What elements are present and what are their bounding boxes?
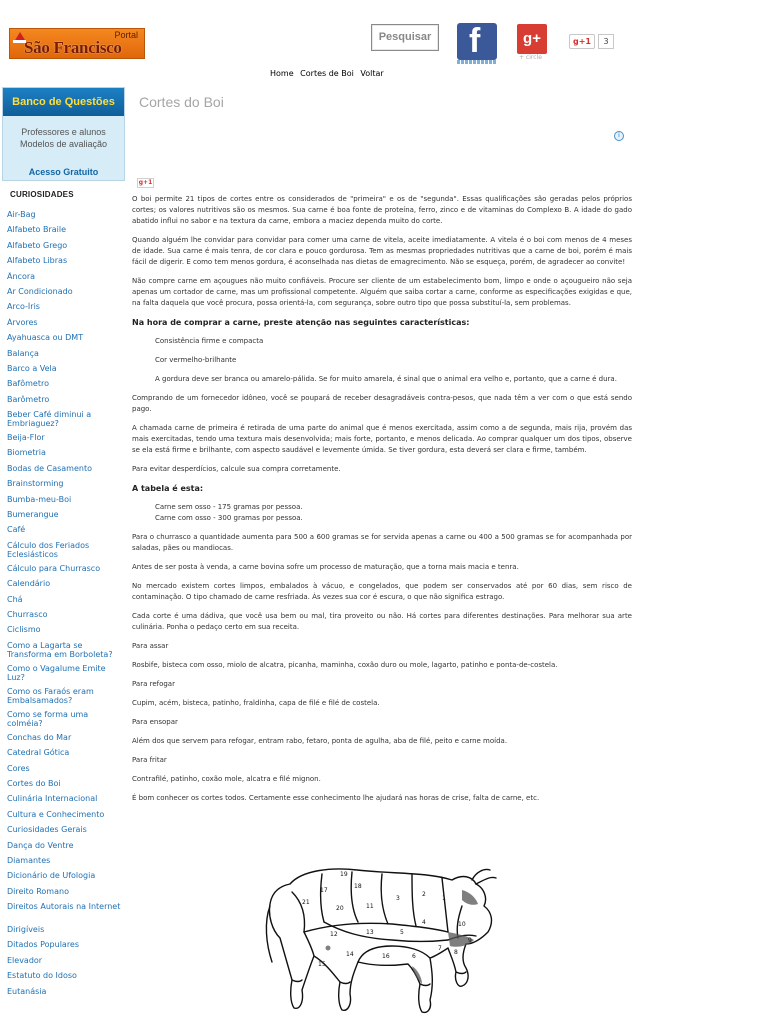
sidebar-item[interactable]: Barco a Vela (7, 363, 57, 373)
sidebar-item[interactable]: Beija-Flor (7, 433, 45, 443)
svg-text:12: 12 (330, 931, 338, 938)
gplus1-button[interactable]: g+1 (569, 34, 595, 49)
sidebar-item[interactable]: Culinária Internacional (7, 794, 98, 804)
paragraph: Para evitar desperdícios, calcule sua compra corretamente. (132, 465, 341, 473)
top-navigation (270, 69, 388, 78)
promo-line-1: Professores e alunos (21, 127, 106, 137)
svg-text:20: 20 (336, 905, 344, 912)
paragraph: O boi permite 21 tipos de cortes entre os considerados de "primeira" e os de "segunda". Essas qualificações são geradas pelos próprios cortes; os valores nutritivos são os mesmos. Sua carne é boa fonte de proteína, ferro, zinco e de vitaminas do Complexo B. A idade do gado abatido influi no sabor e na textura da carne, embora a maciez dependa muito do corte. (132, 195, 632, 225)
site-logo[interactable] (9, 28, 145, 59)
svg-text:7: 7 (438, 945, 442, 952)
search-button[interactable]: Pesquisar (371, 24, 439, 51)
gplus1-small-button[interactable]: g+1 (138, 179, 153, 186)
svg-text:2: 2 (422, 891, 426, 898)
sidebar-item[interactable]: Arco-Íris (7, 302, 40, 312)
sidebar-item[interactable]: Cálculo dos Feriados Eclesiásticos (7, 540, 90, 559)
list-item: Carne sem osso - 175 gramas por pessoa. (155, 503, 303, 511)
sidebar-item[interactable]: Direitos Autorais na Internet (7, 902, 121, 912)
nav-cortes-link[interactable]: Cortes de Boi (300, 69, 354, 78)
section-heading: A tabela é esta: (132, 484, 204, 493)
svg-text:18: 18 (354, 883, 362, 890)
svg-text:8: 8 (454, 949, 458, 956)
sidebar-item[interactable]: Cores (7, 763, 30, 773)
paragraph: Quando alguém lhe convidar para convidar para comer uma carne de vitela, aceite imediatamente. A vitela é o boi com menos de 4 meses de idade. Sua carne é mais tenra, de cor clara e pouco gordurosa. Tem as mesmas propriedades nutritivas que a carne de boi, porém é mais fácil de digerir. E como tem menos gordura, é aconselhada nas dietas de emagrecimento. Não se esqueça, porém, de agradecer ao convite! (132, 236, 632, 266)
facebook-caption (457, 60, 497, 64)
paragraph: A chamada carne de primeira é retirada de uma parte do animal que é menos exercitada, assim como a de segunda, mais rija, provém das mais exercitadas, tendo uma textura mais desenvolvida; mais forte, portanto, e menos delicada. Ao comprar qualquer um dos tipos, observe se ela está firme e brilhante, com aspecto saudável e levemente úmida. Se tiver gordura, esta deverá ser clara e firme, também. (132, 424, 632, 454)
paragraph: Não compre carne em açougues não muito confiáveis. Procure ser cliente de um estabelecimento bom, limpo e onde o açougueiro não seja apenas um cortador de carne, mas um profissional competente. Alguém que saiba cortar a carne, conforme as especificações exigidas e que, na falta daquela que você procura, possa orientá-la, com segurança, sobre outro tipo que possa substituí-la, sem problemas. (132, 277, 632, 307)
svg-text:6: 6 (412, 953, 416, 960)
gplus1-count: 3 (598, 34, 614, 49)
nav-voltar-link[interactable]: Voltar (360, 69, 384, 78)
sidebar-item[interactable]: Catedral Gótica (7, 748, 70, 758)
sidebar-item[interactable]: Como se forma uma colméia? (7, 709, 89, 728)
promo-line-2: Modelos de avaliação (19, 139, 108, 149)
cooking-method-label: Para fritar (132, 756, 167, 764)
svg-text:15: 15 (318, 961, 326, 968)
sidebar-item[interactable]: Churrasco (7, 609, 48, 619)
cooking-method-label: Para assar (132, 642, 169, 650)
svg-text:16: 16 (382, 953, 390, 960)
sidebar-item[interactable]: Chá (7, 594, 23, 604)
list-item: Cor vermelho-brilhante (155, 356, 237, 364)
sidebar-item[interactable]: Como o Vagalume Emite Luz? (7, 663, 106, 682)
sidebar-item[interactable]: Bumba-meu-Boi (7, 494, 72, 504)
facebook-button[interactable] (457, 23, 497, 60)
section-heading: Na hora de comprar a carne, preste atenção nas seguintes características: (132, 318, 470, 327)
sidebar-item[interactable]: Cultura e Conhecimento (7, 809, 105, 819)
sidebar-item[interactable]: Diamantes (7, 855, 51, 865)
ad-choices-icon[interactable]: i (614, 131, 624, 141)
sidebar-item[interactable]: Ditados Populares (7, 940, 80, 950)
promo-body (3, 126, 124, 150)
sidebar-item[interactable]: Air-Bag (7, 210, 36, 219)
sidebar-item[interactable]: Dicionário de Ufologia (7, 871, 96, 881)
svg-text:21: 21 (302, 899, 310, 906)
cooking-method-label: Para ensopar (132, 718, 178, 726)
sidebar-item[interactable]: Como a Lagarta se Transforma em Borboleta? (7, 640, 113, 659)
sidebar-item[interactable]: Alfabeto Grego (7, 240, 68, 250)
sidebar-item[interactable]: Como os Faraós eram Embalsamados? (7, 686, 94, 705)
promo-title: Banco de Questões (3, 88, 124, 116)
svg-text:13: 13 (366, 929, 374, 936)
sidebar-item[interactable]: Dirigíveis (7, 925, 45, 935)
sidebar-item[interactable]: Estatuto do Idoso (7, 971, 77, 981)
sidebar-item[interactable]: Ayahuasca ou DMT (7, 333, 84, 343)
list-item: Carne com osso - 300 gramas por pessoa. (155, 514, 303, 522)
googleplus-caption: + circle (519, 54, 542, 61)
paragraph: Cada corte é uma dádiva, que você usa bem ou mal, tira proveito ou não. Há cortes para diferentes destinações. Para melhorar sua arte culinária. Ponha o pedaço certo em sua receita. (132, 612, 632, 631)
svg-text:19: 19 (340, 871, 348, 878)
cooking-method-label: Para refogar (132, 680, 175, 688)
promo-cta[interactable]: Acesso Gratuito (28, 167, 99, 177)
sidebar-item[interactable]: Âncora (7, 271, 36, 281)
sidebar-item[interactable]: Café (7, 525, 26, 535)
sidebar-item[interactable]: Bodas de Casamento (7, 463, 92, 473)
nav-home-link[interactable]: Home (270, 69, 294, 78)
left-sidebar (2, 87, 125, 1002)
paragraph: Contrafilé, patinho, coxão mole, alcatra e filé mignon. (132, 775, 321, 783)
sidebar-item[interactable]: Ar Condicionado (7, 286, 73, 296)
sidebar-item[interactable]: Cálculo para Churrasco (7, 563, 101, 573)
sidebar-item[interactable]: Elevador (7, 955, 43, 965)
paragraph: É bom conhecer os cortes todos. Certamente esse conhecimento lhe ajudará nas horas de crise, falta de carne, etc. (132, 794, 540, 802)
sidebar-item[interactable]: Eutanásia (7, 986, 47, 996)
sidebar-item[interactable]: Direito Romano (7, 886, 69, 896)
sidebar-item[interactable]: Conchas do Mar (7, 732, 72, 742)
paragraph: Além dos que servem para refogar, entram rabo, fetaro, ponta de agulha, aba de filé, peito e carne moída. (132, 737, 508, 745)
paragraph: Rosbife, bisteca com osso, miolo de alcatra, picanha, maminha, coxão duro ou mole, lagarto, patinho e ponta-de-costela. (132, 661, 558, 669)
paragraph: Cupim, acém, bisteca, patinho, fraldinha, capa de filé e filé de costela. (132, 699, 380, 707)
sidebar-item[interactable]: Curiosidades Gerais (7, 825, 87, 835)
sidebar-item[interactable]: Bumerangue (7, 510, 59, 520)
sidebar-item[interactable]: Dança do Ventre (7, 840, 74, 850)
googleplus-button[interactable]: g+ (517, 24, 547, 54)
sidebar-item[interactable]: Bafômetro (7, 379, 49, 389)
paragraph: No mercado existem cortes limpos, embalados à vácuo, e congelados, que podem ser conservados até por 60 dias, sem risco de contaminação. O tipo chamado de carne resfriada. Às vezes sua cor é escura, o que não significa estrago. (132, 582, 632, 601)
svg-text:11: 11 (366, 903, 374, 910)
svg-text:5: 5 (400, 929, 404, 936)
page-title: Cortes do Boi (139, 94, 224, 110)
sidebar-item[interactable]: Biometria (7, 448, 46, 458)
sidebar-section-title: CURIOSIDADES (10, 190, 74, 199)
svg-text:10: 10 (458, 921, 466, 928)
sidebar-item[interactable]: Ciclismo (7, 625, 41, 635)
main-content (132, 94, 632, 802)
logo-portal-text: Portal (114, 30, 138, 40)
svg-text:4: 4 (422, 919, 426, 926)
sidebar-item[interactable]: Barômetro (7, 394, 50, 404)
sidebar-item[interactable]: Brainstorming (7, 479, 64, 489)
sidebar-item[interactable]: Alfabeto Braile (7, 225, 67, 235)
sidebar-list (2, 210, 125, 1002)
paragraph: Para o churrasco a quantidade aumenta para 500 a 600 gramas se for servida apenas a carne ou 400 a 500 gramas se for acompanhada por saladas, pães ou mandiocas. (132, 533, 632, 552)
svg-text:1: 1 (442, 895, 446, 902)
list-item: A gordura deve ser branca ou amarelo-pálida. Se for muito amarela, é sinal que o animal era velho e, portanto, que a carne é dura. (155, 375, 617, 383)
article-body (132, 194, 632, 812)
sidebar-item[interactable]: Cortes do Boi (7, 778, 61, 788)
sidebar-item[interactable]: Árvores (7, 317, 38, 327)
sidebar-item[interactable]: Beber Café diminui a Embriaguez? (7, 410, 92, 429)
svg-text:14: 14 (346, 951, 354, 958)
paragraph: Comprando de um fornecedor idôneo, você se poupará de receber desagradáveis contra-pesos, que nada têm a ver com o que está sendo pago. (132, 394, 632, 413)
ox-cuts-diagram (262, 862, 502, 1024)
svg-text:9: 9 (468, 937, 472, 944)
promo-banner[interactable] (2, 87, 125, 181)
sidebar-item[interactable]: Balança (7, 348, 39, 358)
paragraph: Antes de ser posta à venda, a carne bovina sofre um processo de maturação, que a torna mais macia e tenra. (132, 563, 519, 571)
facebook-icon: f (469, 22, 481, 60)
svg-text:3: 3 (396, 895, 400, 902)
logo-brand-text: São Francisco (24, 38, 122, 57)
list-item: Consistência firme e compacta (155, 337, 264, 345)
sidebar-item[interactable]: Alfabeto Libras (7, 256, 68, 266)
svg-text:17: 17 (320, 887, 328, 894)
sidebar-item[interactable]: Calendário (7, 579, 51, 589)
